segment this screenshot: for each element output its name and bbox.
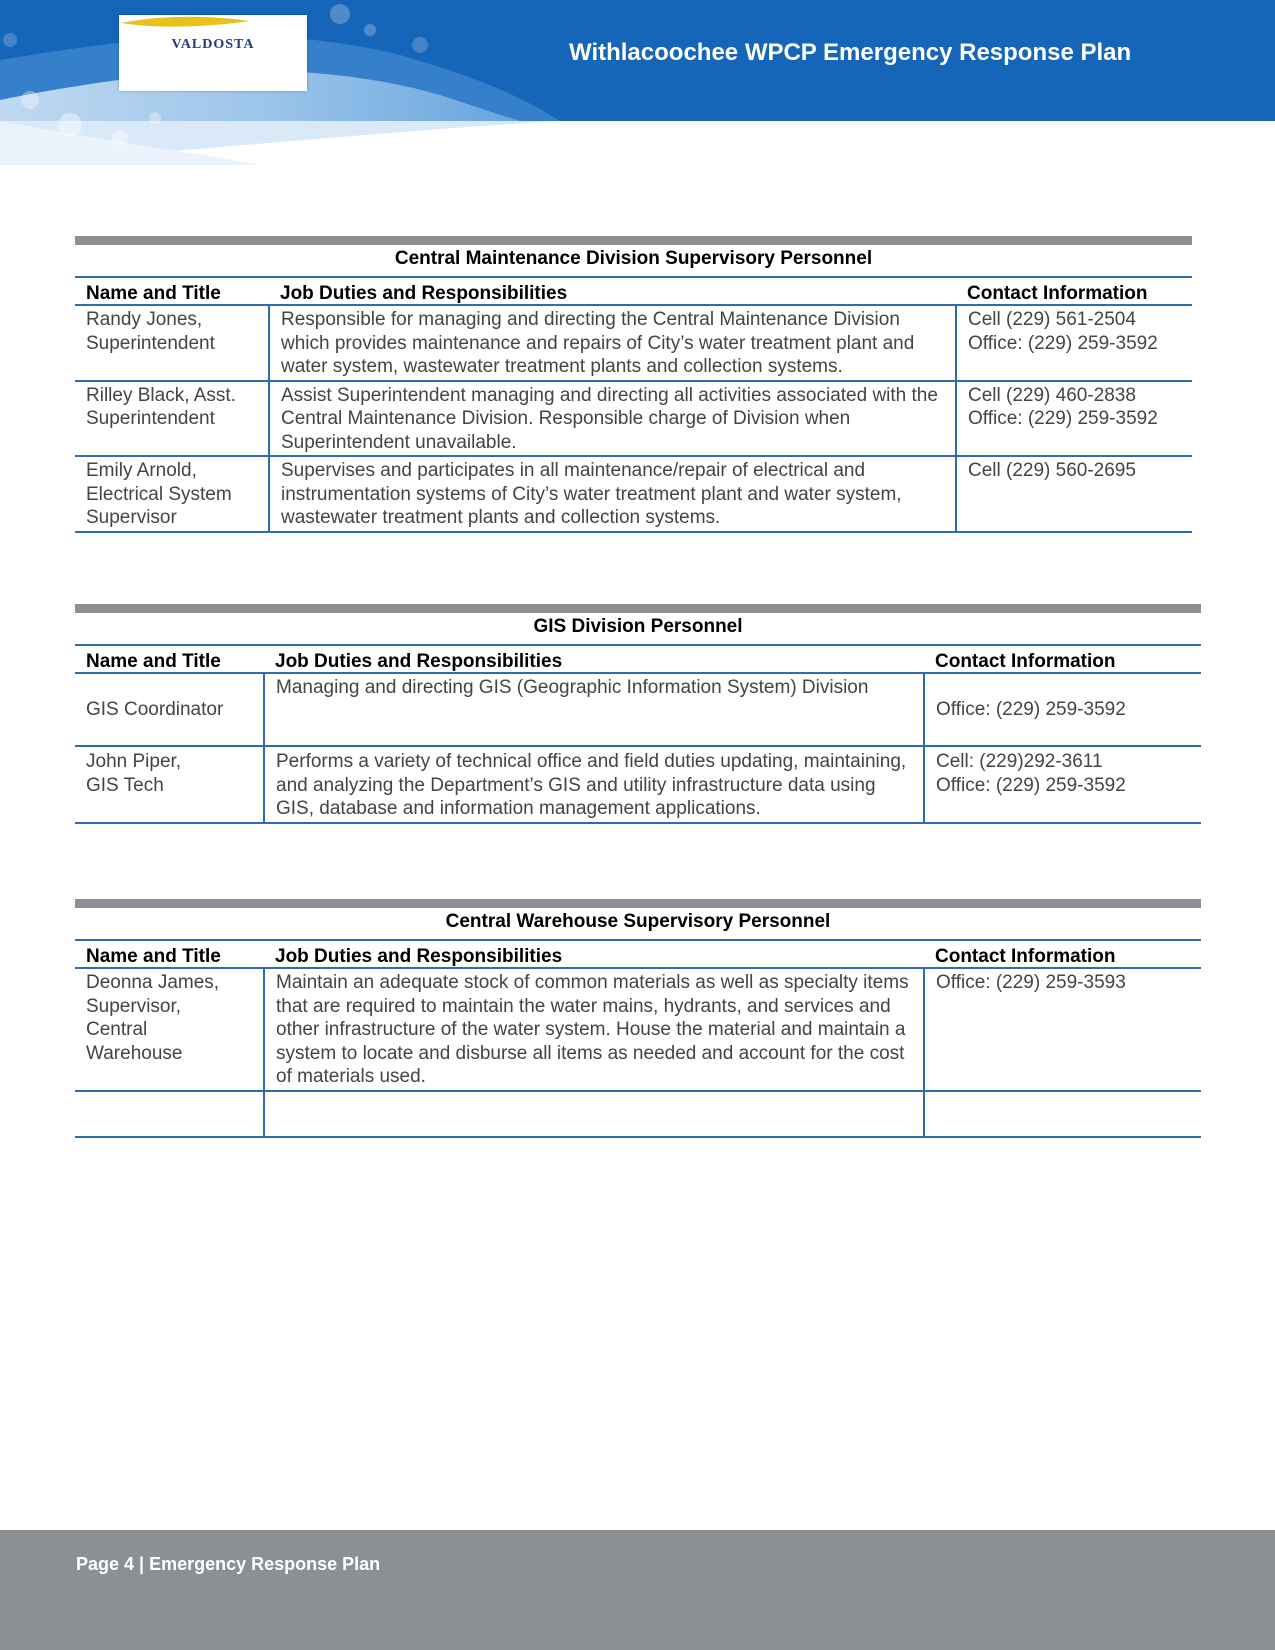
personnel-table (75, 941, 1201, 1138)
name-cell (75, 673, 264, 746)
name-line: Electrical System (86, 483, 232, 505)
gis-division-table (75, 604, 1201, 824)
table-header-row (75, 646, 1201, 673)
phone-text: Office: (229) 259-3593 (936, 972, 1126, 993)
section-title: GIS Division Personnel (75, 613, 1201, 646)
empty-table-row (75, 1091, 1201, 1137)
column-header-name: Name and Title (75, 941, 264, 968)
contact-cell (924, 746, 1201, 823)
phone-text: Cell (229) 560-2695 (968, 460, 1136, 481)
name-line: Randy Jones, (86, 309, 203, 330)
logo-wordmark: VALDOSTA (171, 37, 255, 52)
name-line: John Piper, (86, 751, 182, 772)
duties-cell: Performs a variety of technical office and field duties updating, maintaining, and analyzing the Department’s GIS and utility infrastructure data using GIS, database and information management applications. (264, 746, 924, 823)
contact-cell (924, 968, 1201, 1091)
page-header (0, 0, 1275, 165)
name-line: Central (86, 1019, 148, 1040)
table-row (75, 305, 1192, 381)
name-cell (75, 746, 264, 823)
name-line: GIS Coordinator (86, 699, 224, 721)
document-title: Withlacoochee WPCP Emergency Response Plan (569, 39, 1132, 66)
column-header-contact: Contact Information (924, 646, 1201, 673)
table-row (75, 381, 1192, 457)
phone-text: Cell: (229)292-3611 (936, 751, 1103, 772)
section-title: Central Warehouse Supervisory Personnel (75, 908, 1201, 941)
central-warehouse-table (75, 899, 1201, 1138)
contact-cell (956, 456, 1192, 532)
name-line: Superintendent (86, 408, 215, 429)
name-cell (75, 1091, 264, 1137)
contact-cell (924, 673, 1201, 746)
column-header-duties: Job Duties and Responsibilities (264, 941, 924, 968)
phone-text: Cell (229) 460-2838 (968, 384, 1136, 406)
logo-swoosh-icon (119, 15, 251, 29)
section-divider-bar (75, 236, 1192, 245)
personnel-table (75, 646, 1201, 824)
column-header-contact: Contact Information (924, 941, 1201, 968)
column-header-duties: Job Duties and Responsibilities (269, 278, 956, 305)
table-row (75, 968, 1201, 1091)
name-line: Supervisor (86, 507, 177, 528)
central-maintenance-table (75, 236, 1192, 533)
name-cell (75, 305, 269, 381)
section-title: Central Maintenance Division Supervisory Personnel (75, 245, 1192, 278)
name-line: Supervisor, (86, 995, 182, 1017)
contact-cell (956, 305, 1192, 381)
table-header-row (75, 941, 1201, 968)
phone-text: Office: (229) 259-3592 (936, 774, 1126, 796)
duties-cell: Supervises and participates in all maintenance/repair of electrical and instrumentation systems of City’s water treatment plant and water system, wastewater treatment plants and collection systems. (269, 456, 956, 532)
name-line: Emily Arnold, (86, 460, 197, 481)
contact-cell (956, 381, 1192, 457)
column-header-name: Name and Title (75, 278, 269, 305)
name-line: GIS Tech (86, 774, 164, 796)
name-line: Superintendent (86, 332, 215, 354)
valdosta-logo (119, 15, 307, 91)
table-row (75, 746, 1201, 823)
name-cell (75, 381, 269, 457)
duties-cell: Assist Superintendent managing and directing all activities associated with the Central Maintenance Division. Responsible charge of Division when Superintendent unavailable. (269, 381, 956, 457)
name-line: Deonna James, (86, 972, 220, 993)
name-cell (75, 456, 269, 532)
duties-cell (264, 1091, 924, 1137)
duties-cell: Maintain an adequate stock of common materials as well as specialty items that are required to maintain the water mains, hydrants, and services and other infrastructure of the water system. House the material and maintain a system to locate and disburse all items as needed and account for the cost of materials used. (264, 968, 924, 1091)
table-row (75, 673, 1201, 746)
section-divider-bar (75, 899, 1201, 908)
column-header-contact: Contact Information (956, 278, 1192, 305)
duties-cell: Managing and directing GIS (Geographic Information System) Division (264, 673, 924, 746)
phone-text: Office: (229) 259-3592 (968, 332, 1158, 354)
phone-text: Office: (229) 259-3592 (968, 408, 1158, 429)
column-header-duties: Job Duties and Responsibilities (264, 646, 924, 673)
phone-text: Office: (229) 259-3592 (936, 699, 1126, 721)
duties-cell: Responsible for managing and directing the Central Maintenance Division which provides maintenance and repairs of City’s water treatment plant and water system, wastewater treatment plants and collection systems. (269, 305, 956, 381)
footer-page-label: Page 4 | Emergency Response Plan (76, 1554, 381, 1574)
column-header-name: Name and Title (75, 646, 264, 673)
phone-text: Cell (229) 561-2504 (968, 309, 1136, 330)
table-row (75, 456, 1192, 532)
section-divider-bar (75, 604, 1201, 613)
table-header-row (75, 278, 1192, 305)
contact-cell (924, 1091, 1201, 1137)
personnel-table (75, 278, 1192, 533)
name-line: Rilley Black, Asst. (86, 384, 236, 406)
name-cell (75, 968, 264, 1091)
page-footer (0, 1530, 1275, 1650)
name-line: Warehouse (86, 1042, 183, 1064)
